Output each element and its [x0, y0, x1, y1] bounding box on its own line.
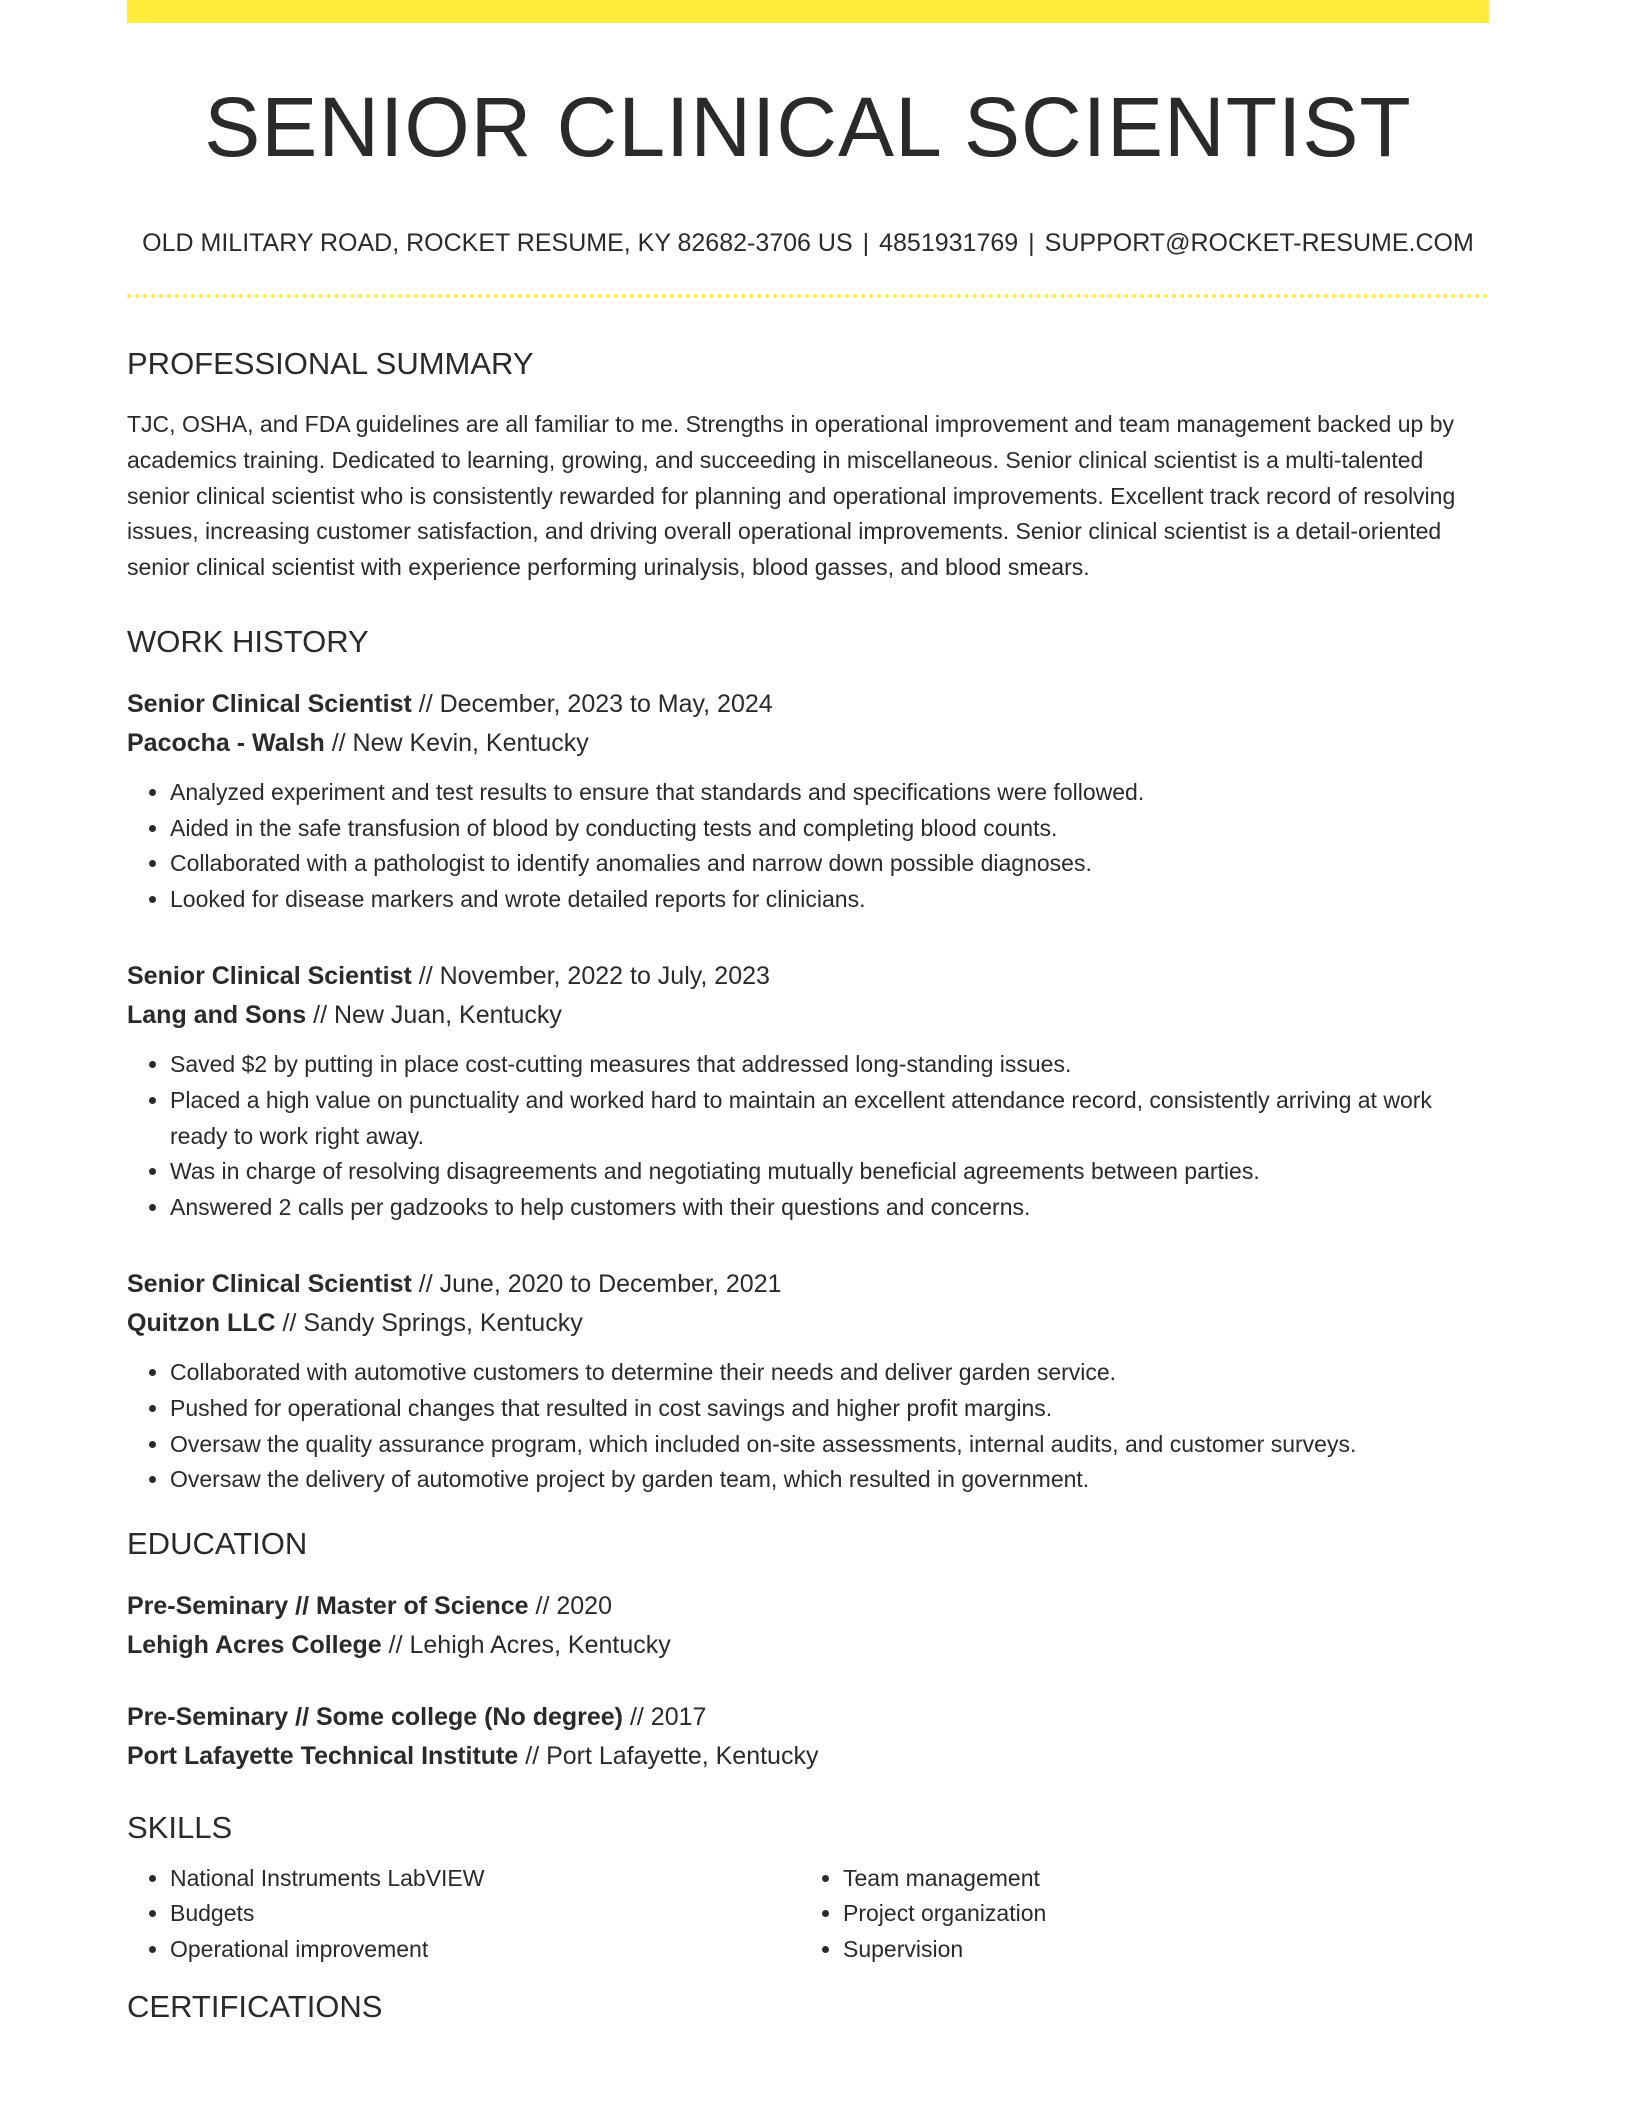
- job-location: // New Juan, Kentucky: [313, 1001, 562, 1030]
- skill-item: • Supervision: [843, 1932, 1473, 1968]
- job-bullets: [127, 1047, 1489, 1225]
- contact-line: [127, 231, 1489, 256]
- contact-email: SUPPORT@ROCKET-RESUME.COM: [1044, 229, 1474, 257]
- job-bullet: • Collaborated with automotive customers to determine their needs and deliver garden service.: [170, 1355, 1489, 1391]
- job-company-line: [127, 724, 1489, 763]
- job-position: Senior Clinical Scientist: [127, 689, 412, 718]
- education-location: // Lehigh Acres, Kentucky: [388, 1630, 671, 1659]
- job-bullet: • Answered 2 calls per gadzooks to help customers with their questions and concerns.: [170, 1190, 1489, 1226]
- education-location: // Port Lafayette, Kentucky: [525, 1741, 819, 1770]
- skills-grid: [127, 1861, 1489, 1968]
- job-dates: // December, 2023 to May, 2024: [418, 689, 773, 718]
- job-bullet: • Oversaw the delivery of automotive project by garden team, which resulted in government.: [170, 1462, 1489, 1498]
- job-dates: // November, 2022 to July, 2023: [418, 962, 770, 991]
- job-company: Lang and Sons: [127, 1001, 307, 1030]
- job-entry: [127, 1265, 1489, 1497]
- job-bullet: • Pushed for operational changes that resulted in cost savings and higher profit margins.: [170, 1391, 1489, 1427]
- contact-phone: 4851931769: [879, 229, 1019, 257]
- skills-column-right: [800, 1861, 1473, 1968]
- summary-heading: PROFESSIONAL SUMMARY: [127, 346, 534, 381]
- job-position: Senior Clinical Scientist: [127, 962, 412, 991]
- skills-heading: SKILLS: [127, 1809, 233, 1845]
- education-school-line: [127, 1626, 1489, 1665]
- job-company: Pacocha - Walsh: [127, 728, 325, 757]
- summary-text: TJC, OSHA, and FDA guidelines are all familiar to me. Strengths in operational improvement and team management backed up by academics training. Dedicated to learning, growing, and succeeding in miscellaneous. Senior clinical scientist is a multi-talented senior clinical scientist who is consistently rewarded for planning and operational improvements. Excellent track record of resolving issues, increasing customer satisfaction, and driving overall operational improvements. Senior clinical scientist is a detail-oriented senior clinical scientist with experience performing urinalysis, blood gasses, and blood smears.: [127, 411, 1456, 581]
- certifications-heading: CERTIFICATIONS: [127, 1989, 383, 2025]
- job-company: Quitzon LLC: [127, 1309, 276, 1338]
- job-bullets: [127, 1355, 1489, 1497]
- job-entry: [127, 957, 1489, 1225]
- job-bullet: • Was in charge of resolving disagreements and negotiating mutually beneficial agreements between parties.: [170, 1154, 1489, 1190]
- education-degree: Pre-Seminary // Some college (No degree): [127, 1702, 623, 1731]
- education-degree-line: [127, 1587, 1489, 1626]
- education-entry: [127, 1587, 1489, 1665]
- contact-separator: |: [862, 229, 870, 257]
- contact-address: OLD MILITARY ROAD, ROCKET RESUME, KY 82682-3706 US: [142, 229, 853, 257]
- job-bullet: • Collaborated with a pathologist to identify anomalies and narrow down possible diagnoses.: [170, 846, 1489, 882]
- education-school: Lehigh Acres College: [127, 1630, 382, 1659]
- skill-item: • Team management: [843, 1861, 1473, 1897]
- skill-item: • National Instruments LabVIEW: [170, 1861, 800, 1897]
- education-heading: EDUCATION: [127, 1525, 308, 1561]
- job-entry: [127, 685, 1489, 917]
- job-dates: // June, 2020 to December, 2021: [418, 1270, 782, 1299]
- job-bullet: • Placed a high value on punctuality and worked hard to maintain an excellent attendance record, consistently arriving at work ready to work right away.: [170, 1083, 1489, 1154]
- job-bullet: • Aided in the safe transfusion of blood by conducting tests and completing blood counts.: [170, 811, 1489, 847]
- job-title-line: [127, 957, 1489, 996]
- job-company-line: [127, 1304, 1489, 1343]
- accent-top-bar: [127, 0, 1489, 23]
- resume-title: SENIOR CLINICAL SCIENTIST: [204, 80, 1412, 174]
- dotted-divider: [127, 294, 1489, 298]
- skill-item: • Operational improvement: [170, 1932, 800, 1968]
- education-degree: Pre-Seminary // Master of Science: [127, 1591, 529, 1620]
- skill-item: • Budgets: [170, 1896, 800, 1932]
- work-history-heading: WORK HISTORY: [127, 623, 369, 659]
- contact-separator: |: [1028, 229, 1035, 257]
- job-bullet: • Oversaw the quality assurance program, which included on-site assessments, internal audits, and customer surveys.: [170, 1427, 1489, 1463]
- skill-item: • Project organization: [843, 1896, 1473, 1932]
- resume-page: [127, 0, 1489, 2025]
- job-title-line: [127, 1265, 1489, 1304]
- job-bullet: • Analyzed experiment and test results to ensure that standards and specifications were followed.: [170, 775, 1489, 811]
- education-school: Port Lafayette Technical Institute: [127, 1741, 519, 1770]
- job-company-line: [127, 996, 1489, 1035]
- education-year: // 2020: [535, 1591, 612, 1620]
- job-position: Senior Clinical Scientist: [127, 1270, 412, 1299]
- job-location: // New Kevin, Kentucky: [331, 728, 589, 757]
- job-bullets: [127, 775, 1489, 917]
- job-bullet: • Looked for disease markers and wrote detailed reports for clinicians.: [170, 882, 1489, 918]
- job-title-line: [127, 685, 1489, 724]
- job-bullet: • Saved $2 by putting in place cost-cutting measures that addressed long-standing issues.: [170, 1047, 1489, 1083]
- education-school-line: [127, 1737, 1489, 1776]
- job-location: // Sandy Springs, Kentucky: [282, 1309, 583, 1338]
- education-entry: [127, 1698, 1489, 1776]
- education-year: // 2017: [629, 1702, 707, 1731]
- skills-column-left: [127, 1861, 800, 1968]
- education-degree-line: [127, 1698, 1489, 1737]
